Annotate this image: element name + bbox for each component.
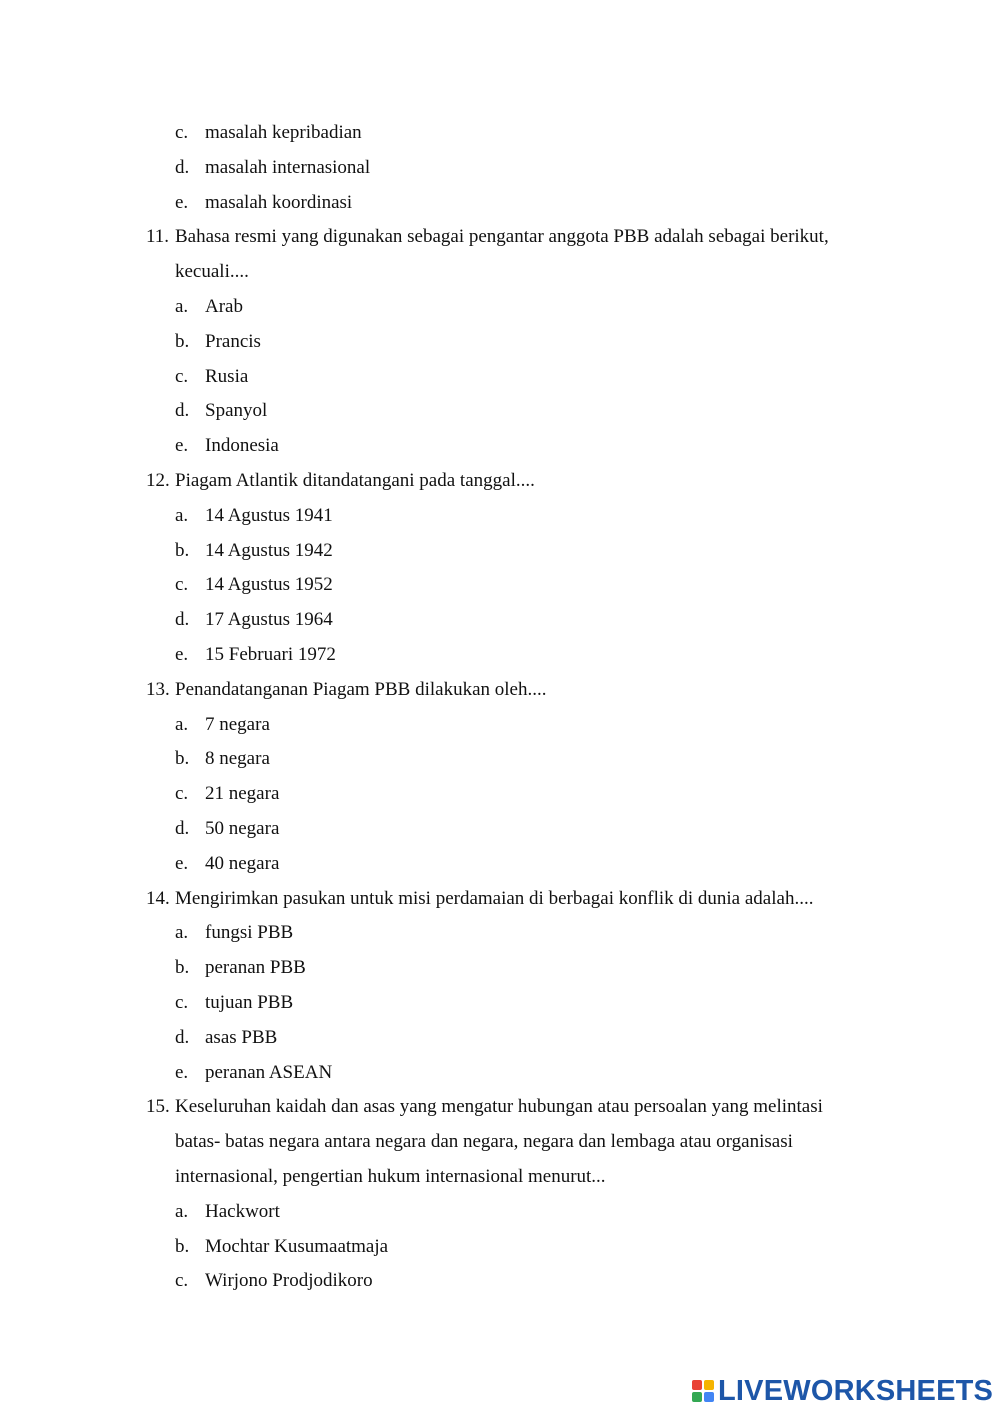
option-letter: b. [175,957,190,979]
option-letter: a. [175,295,189,317]
question-text: Bahasa resmi yang digunakan sebagai pengantar anggota PBB adalah sebagai berikut, [175,226,829,248]
option-letter: c. [175,365,189,387]
option-letter: c. [175,783,189,805]
question-text: Keseluruhan kaidah dan asas yang mengatur hubungan atau persoalan yang melintasi [175,1096,823,1118]
option-letter: d. [175,156,190,178]
option-text: Spanyol [205,400,268,422]
answer-option [0,638,1000,673]
option-text: Indonesia [205,435,279,457]
option-letter: e. [175,435,189,457]
option-text: 40 negara [205,852,280,874]
option-text: 50 negara [205,817,280,839]
answer-option [0,916,1000,951]
question [0,220,1000,255]
answer-option [0,1264,1000,1299]
option-letter: e. [175,852,189,874]
question [0,673,1000,708]
logo-square-2 [704,1380,714,1390]
option-letter: a. [175,504,189,526]
question [0,882,1000,917]
logo-square-3 [692,1392,702,1402]
answer-option [0,708,1000,743]
answer-option [0,777,1000,812]
liveworksheets-logo-icon [692,1380,714,1402]
answer-option [0,534,1000,569]
option-letter: b. [175,1235,190,1257]
option-letter: d. [175,609,190,631]
question-continuation [0,1160,1000,1195]
question-number: 12. [146,469,170,491]
worksheet-page [0,116,1000,1299]
logo-square-1 [692,1380,702,1390]
option-text: fungsi PBB [205,922,294,944]
brand-name: LIVEWORKSHEETS [718,1375,994,1407]
option-text: 14 Agustus 1942 [205,539,333,561]
option-letter: a. [175,713,189,735]
option-letter: c. [175,1270,189,1292]
option-text: masalah internasional [205,156,371,178]
answer-option [0,1230,1000,1265]
answer-option [0,603,1000,638]
option-text: asas PBB [205,1026,278,1048]
answer-option [0,1021,1000,1056]
question-continuation [0,255,1000,290]
option-letter: c. [175,991,189,1013]
option-letter: e. [175,191,189,213]
answer-option [0,986,1000,1021]
option-text: masalah kepribadian [205,122,362,143]
question-number: 11. [146,226,170,248]
option-text: peranan ASEAN [205,1061,333,1083]
answer-option [0,568,1000,603]
answer-option [0,325,1000,360]
answer-option [0,951,1000,986]
option-letter: e. [175,1061,189,1083]
question-continuation [0,1125,1000,1160]
option-text: Arab [205,295,243,317]
question-text: Piagam Atlantik ditandatangani pada tanggal.... [175,469,535,491]
logo-square-4 [704,1392,714,1402]
question [0,464,1000,499]
option-letter: c. [175,122,189,143]
option-text: tujuan PBB [205,991,294,1013]
answer-option [0,1195,1000,1230]
answer-option [0,186,1000,221]
option-letter: a. [175,922,189,944]
option-letter: a. [175,1200,189,1222]
answer-option [0,742,1000,777]
answer-option [0,499,1000,534]
answer-option [0,429,1000,464]
option-letter: d. [175,1026,190,1048]
option-text: 21 negara [205,783,280,805]
option-text: 7 negara [205,713,270,735]
option-letter: e. [175,643,189,665]
option-letter: b. [175,748,190,770]
option-letter: c. [175,574,189,596]
answer-option [0,812,1000,847]
question-text: batas- batas negara antara negara dan negara, negara dan lembaga atau organisasi [175,1131,793,1153]
option-text: peranan PBB [205,957,306,979]
option-text: 17 Agustus 1964 [205,609,333,631]
question-number: 15. [146,1096,170,1118]
option-letter: d. [175,400,190,422]
question-text: kecuali.... [175,261,249,283]
option-text: 14 Agustus 1941 [205,504,333,526]
option-text: 14 Agustus 1952 [205,574,333,596]
question-number: 14. [146,887,170,909]
option-text: Prancis [205,330,261,352]
answer-option [0,151,1000,186]
option-text: Hackwort [205,1200,280,1222]
option-letter: b. [175,330,190,352]
question-number: 13. [146,678,170,700]
option-text: masalah koordinasi [205,191,353,213]
question-text: Mengirimkan pasukan untuk misi perdamaian di berbagai konflik di dunia adalah.... [175,887,814,909]
question-text: internasional, pengertian hukum internasional menurut... [175,1165,606,1187]
liveworksheets-brand [692,1376,993,1406]
answer-option [0,847,1000,882]
answer-option [0,360,1000,395]
answer-option [0,116,1000,151]
question [0,1090,1000,1125]
option-text: 8 negara [205,748,270,770]
answer-option [0,290,1000,325]
answer-option [0,1056,1000,1091]
option-text: 15 Februari 1972 [205,643,336,665]
option-letter: d. [175,817,190,839]
question-text: Penandatanganan Piagam PBB dilakukan oleh.... [175,678,547,700]
option-text: Mochtar Kusumaatmaja [205,1235,389,1257]
option-text: Wirjono Prodjodikoro [205,1270,373,1292]
answer-option [0,394,1000,429]
option-text: Rusia [205,365,249,387]
option-letter: b. [175,539,190,561]
